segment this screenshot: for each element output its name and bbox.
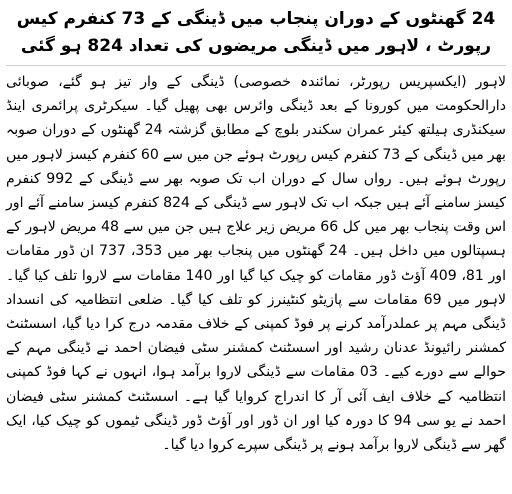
headline-divider (6, 65, 506, 66)
news-article (6, 4, 506, 490)
article-body: لاہور (ایکسپریس رپورٹر، نمائندہ خصوصی) ڈینگی کے وار تیز ہو گئے، صوبائی دارالحکومت میں کورونا کے بعد ڈینگی وائرس بھی پھیل گیا۔ سیکرٹری پرائمری اینڈ سیکنڈری ہیلتھ کیئر عمران سکندر بلوچ کے مطابق گزشتہ 24 گھنٹوں کے دوران صوبہ بھر میں ڈینگی کے 73 کنفرم کیس رپورٹ ہوئے جن میں سے 60 کنفرم کیسز لاہور میں رپورٹ ہوئے ہیں۔ رواں سال کے دوران اب تک صوبہ بھر سے ڈینگی کے 992 کنفرم کیسز سامنے آئے ہیں جبکہ اب تک لاہور سے ڈینگی کے 824 کنفرم کیسز سامنے آئے اور اس وقت پنجاب بھر میں کل 66 مریض زیر علاج ہیں جن میں سے 48 مریض لاہور کے ہسپتالوں میں داخل ہیں۔ 24 گھنٹوں میں پنجاب بھر میں 353، 737 ان ڈور مقامات اور 81، 409 آؤٹ ڈور مقامات کو چیک کیا گیا اور 140 مقامات سے لاروا تلف کیا گیا۔ لاہور میں 69 مقامات سے پازیٹو کنٹینرز کو تلف کیا گیا۔ ضلعی انتظامیہ کی انسداد ڈینگی مہم پر عملدرآمد کرنے پر فوڈ کمپنی کے خلاف مقدمہ درج کرا دیا گیا، اسسٹنٹ کمشنر رائیونڈ عدنان رشید اور اسسٹنٹ کمشنر سٹی فیضان احمد نے ڈینگی مہم کے حوالے سے دورے کیے۔ 03 مقامات سے ڈینگی لاروا برآمد ہوا، انہوں نے کہا فوڈ کمپنی انتظامیہ کے خلاف ایف آئی آر کا اندراج کروایا گیا ہے۔ اسسٹنٹ کمشنر سٹی فیضان احمد نے یو سی 94 کا دورہ کیا اور ان ڈور اور آؤٹ ڈور ڈینگی ٹیموں کو چیک کیا، ایک گھر سے ڈینگی لاروا برآمد ہونے پر ڈینگی سپرے کروا دیا گیا۔ (6, 74, 507, 454)
article-headline: 24 گھنٹوں کے دوران پنجاب میں ڈینگی کے 73 کنفرم کیس رپورٹ ، لاہور میں ڈینگی مریضوں کی تعداد 824 ہو گئی (16, 9, 496, 56)
